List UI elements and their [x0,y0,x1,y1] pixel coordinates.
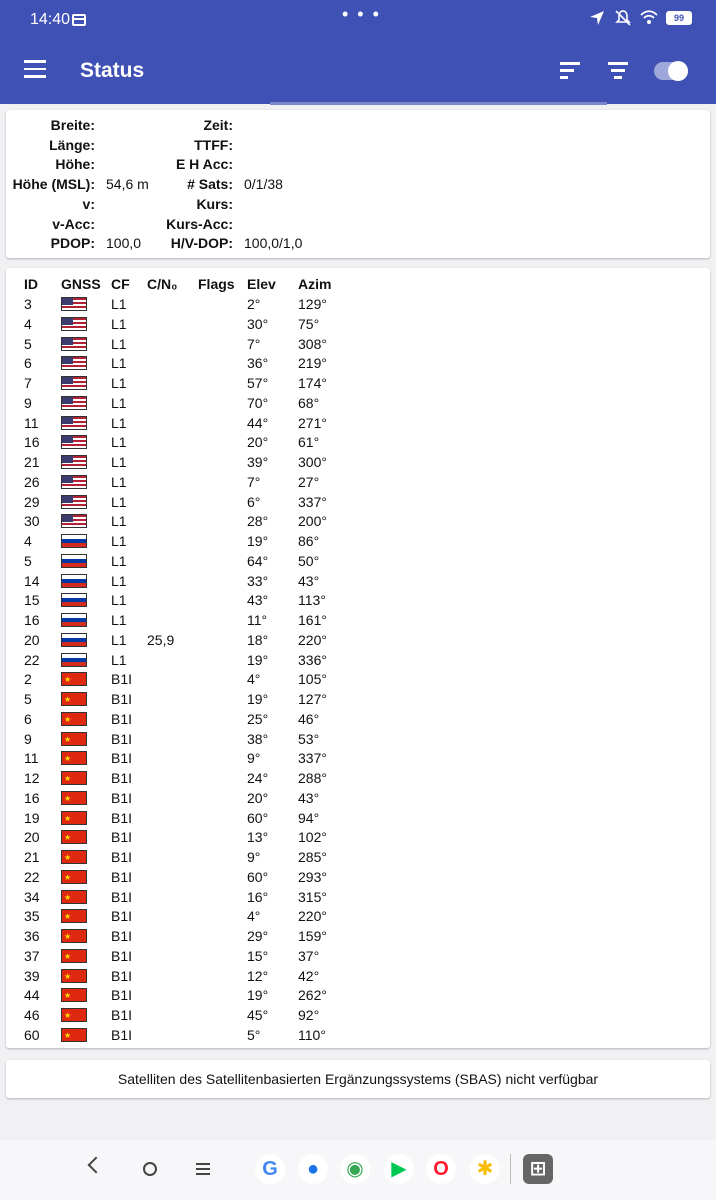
photos-app-icon[interactable]: ✱ [470,1154,500,1184]
position-label: Zeit: [203,117,233,133]
position-row-right [126,154,244,174]
cell-elev: 7° [247,335,261,352]
cell-id: 12 [24,770,40,786]
table-row[interactable] [6,966,710,986]
table-row[interactable] [6,314,710,334]
china-flag-icon [61,909,87,923]
cell-azim: 200° [298,513,327,530]
russia-flag-icon [61,653,87,667]
position-label: PDOP: [50,235,95,252]
cell-azim: 129° [298,296,327,312]
position-row-left [6,214,106,234]
usa-flag-icon [61,514,87,528]
table-row[interactable] [6,1005,710,1025]
position-label: Höhe: [55,156,95,173]
notifications-off-icon [614,9,632,27]
table-row[interactable] [6,808,710,828]
cell-cf: B1I [111,809,133,826]
table-row[interactable] [6,413,710,433]
table-row[interactable] [6,492,710,512]
dock-divider [510,1154,511,1184]
cell-cf: L1 [111,355,127,372]
table-row[interactable] [6,610,710,630]
china-flag-icon [61,692,87,706]
location-arrow-icon [588,9,606,27]
usa-flag-icon [61,495,87,509]
cell-cf: B1I [111,770,133,786]
position-row-left [6,233,141,253]
usa-flag-icon [61,435,87,449]
cell-elev: 24° [247,770,269,786]
cell-cn0: 25,9 [147,631,175,648]
cell-id: 9 [24,394,32,411]
cell-elev: 39° [247,454,269,470]
cell-elev: 20° [247,789,269,806]
table-row[interactable] [6,906,710,926]
toggle-switch[interactable] [654,62,688,80]
china-flag-icon [61,771,87,785]
cell-id: 6 [24,710,32,727]
cell-azim: 337° [298,493,327,510]
table-row[interactable] [6,472,710,492]
header-elev: Elev [247,276,276,292]
filter-icon[interactable] [608,62,630,82]
cell-azim: 27° [298,473,320,490]
cell-id: 5 [24,552,32,569]
cell-azim: 43° [298,572,320,589]
position-card [6,110,710,258]
cell-id: 2 [24,671,32,688]
cell-id: 60 [24,1026,40,1043]
table-row[interactable] [6,788,710,808]
cell-elev: 57° [247,375,269,391]
cell-azim: 161° [298,612,327,628]
cell-azim: 37° [298,947,320,964]
cell-cf: L1 [111,414,127,431]
table-row[interactable] [6,373,710,393]
table-row[interactable] [6,432,710,452]
cell-azim: 271° [298,414,327,431]
cell-azim: 300° [298,454,327,470]
table-row[interactable] [6,590,710,610]
cell-elev: 28° [247,513,269,530]
page-title: Status [80,59,145,82]
cell-elev: 25° [247,710,269,727]
table-row[interactable] [6,887,710,907]
russia-flag-icon [61,574,87,588]
cell-cf: B1I [111,789,133,806]
position-value: 54,6 m [106,176,149,193]
chrome-app-icon[interactable]: ◉ [340,1154,370,1184]
china-flag-icon [61,811,87,825]
table-row[interactable] [6,511,710,531]
header-id: ID [24,276,38,292]
cell-id: 16 [24,612,40,628]
cell-elev: 4° [247,671,261,688]
russia-flag-icon [61,613,87,627]
table-row[interactable] [6,531,710,551]
cell-elev: 45° [247,1007,269,1023]
cell-elev: 15° [247,947,269,964]
table-row[interactable] [6,946,710,966]
cell-elev: 38° [247,730,269,747]
table-row[interactable] [6,630,710,650]
table-row[interactable] [6,709,710,729]
cell-azim: 50° [298,552,320,569]
china-flag-icon [61,929,87,943]
position-row-right [126,174,283,194]
cell-elev: 11° [247,612,268,628]
home-icon[interactable] [143,1162,157,1176]
cell-id: 20 [24,631,40,648]
cell-cf: B1I [111,671,133,688]
cell-cf: L1 [111,394,127,411]
cell-id: 19 [24,809,40,826]
position-row-left [6,154,106,174]
cell-elev: 2° [247,296,261,312]
position-value: 100,0 [106,235,142,252]
position-label: Kurs-Acc: [166,215,233,232]
cell-elev: 43° [247,592,269,609]
cell-id: 22 [24,868,40,885]
wifi-icon [640,9,658,27]
cell-id: 26 [24,473,40,490]
navigation-bar [0,1140,716,1200]
cell-cf: L1 [111,473,127,490]
play-store-app-icon[interactable]: ▶ [384,1154,414,1184]
cell-cf: L1 [111,434,127,451]
russia-flag-icon [61,593,87,607]
china-flag-icon [61,1008,87,1022]
table-row[interactable] [6,353,710,373]
position-label: Kurs: [196,195,233,212]
cell-id: 21 [24,849,40,865]
table-row[interactable] [6,650,710,670]
china-flag-icon [61,850,87,864]
cell-cf: L1 [111,572,127,589]
cell-azim: 288° [298,770,327,786]
satellite-table [6,268,710,1048]
cell-elev: 44° [247,414,269,431]
cell-azim: 174° [298,375,327,391]
table-row[interactable] [6,452,710,472]
cell-id: 5 [24,335,32,352]
table-row[interactable] [6,1025,710,1045]
table-row[interactable] [6,867,710,887]
cell-azim: 337° [298,750,327,767]
app-drawer-icon[interactable]: ⊞ [523,1154,553,1184]
cell-id: 21 [24,454,40,470]
cell-cf: B1I [111,750,133,767]
cell-azim: 105° [298,671,327,688]
header-cf: CF [111,276,130,292]
china-flag-icon [61,712,87,726]
table-row[interactable] [6,985,710,1005]
cell-id: 46 [24,1007,40,1023]
position-row-left [6,135,106,155]
messages-app-icon[interactable]: ● [298,1154,328,1184]
cell-id: 39 [24,967,40,984]
cell-cf: L1 [111,315,127,332]
cell-elev: 18° [247,631,269,648]
cell-azim: 293° [298,868,327,885]
cell-elev: 30° [247,315,269,332]
table-row[interactable] [6,294,710,314]
china-flag-icon [61,870,87,884]
cell-cf: L1 [111,296,127,312]
header-azim: Azim [298,276,332,292]
cell-azim: 61° [298,434,320,451]
sbas-message: Satelliten des Satellitenbasierten Ergänzungssystems (SBAS) nicht verfügbar [117,1071,599,1087]
cell-elev: 60° [247,868,269,885]
cell-cf: L1 [111,631,127,648]
cell-id: 6 [24,355,32,372]
header-flags: Flags [198,276,235,292]
position-row-right [126,194,244,214]
cell-id: 35 [24,908,40,925]
cell-elev: 9° [247,849,261,865]
table-row[interactable] [6,334,710,354]
position-label: TTFF: [194,136,233,153]
cell-elev: 19° [247,691,269,707]
recents-icon[interactable] [196,1163,210,1178]
position-label: H/V-DOP: [170,235,233,252]
cell-cf: B1I [111,967,133,984]
cell-azim: 110° [298,1026,326,1043]
cell-azim: 113° [298,592,326,609]
usa-flag-icon [61,455,87,469]
cell-id: 7 [24,375,32,391]
tab-indicator [270,102,607,105]
opera-app-icon[interactable]: O [426,1154,456,1184]
table-row[interactable] [6,551,710,571]
position-row-right [126,135,244,155]
china-flag-icon [61,732,87,746]
china-flag-icon [61,672,87,686]
cell-cf: B1I [111,888,133,905]
cell-azim: 127° [298,691,327,707]
sbas-card [6,1060,710,1098]
cell-id: 11 [24,750,39,767]
table-row[interactable] [6,571,710,591]
cell-id: 4 [24,533,32,549]
cell-id: 9 [24,730,32,747]
cell-azim: 220° [298,631,327,648]
position-label: v-Acc: [52,215,95,232]
cell-elev: 70° [247,394,269,411]
header-gnss: GNSS [61,276,101,292]
china-flag-icon [61,988,87,1002]
cell-azim: 42° [298,967,320,984]
cell-azim: 159° [298,928,327,944]
cell-cf: B1I [111,987,133,1004]
table-row[interactable] [6,926,710,946]
position-row-right [126,115,244,135]
cell-cf: B1I [111,829,133,846]
cell-cf: L1 [111,335,127,352]
cell-elev: 33° [247,572,269,589]
cell-cf: B1I [111,730,133,747]
position-value: 100,0/1,0 [244,235,303,252]
cell-elev: 12° [247,967,269,984]
system-status-bar [0,0,716,38]
china-flag-icon [61,751,87,765]
cell-elev: 19° [247,651,269,668]
usa-flag-icon [61,396,87,410]
position-row-right [126,233,302,253]
header-cn0: C/N₀ [147,276,178,292]
cell-id: 4 [24,315,32,332]
cell-azim: 94° [298,809,320,826]
cell-cf: L1 [111,454,127,470]
cell-elev: 36° [247,355,269,372]
cell-elev: 19° [247,533,269,549]
cell-elev: 4° [247,908,261,925]
usa-flag-icon [61,475,87,489]
cell-cf: L1 [111,552,127,569]
table-row[interactable] [6,393,710,413]
cell-azim: 336° [298,651,327,668]
china-flag-icon [61,1028,87,1042]
table-row[interactable] [6,729,710,749]
cell-id: 30 [24,513,40,530]
cell-azim: 285° [298,849,327,865]
table-row[interactable] [6,847,710,867]
usa-flag-icon [61,416,87,430]
cell-cf: B1I [111,908,133,925]
cell-azim: 68° [298,394,320,411]
cell-id: 3 [24,296,32,312]
center-dots: • • • [342,4,381,24]
cell-cf: B1I [111,710,133,727]
position-row-left [6,115,106,135]
google-app-icon[interactable]: G [255,1154,285,1184]
russia-flag-icon [61,633,87,647]
cell-azim: 43° [298,789,320,806]
sort-icon[interactable] [560,62,582,82]
cell-azim: 220° [298,908,327,925]
cell-cf: B1I [111,1026,133,1043]
cell-cf: L1 [111,612,127,628]
cell-azim: 86° [298,533,320,549]
cell-elev: 29° [247,928,269,944]
calendar-notification-icon [72,14,86,26]
usa-flag-icon [61,297,87,311]
cell-cf: L1 [111,493,127,510]
cell-elev: 9° [247,750,261,767]
cell-cf: B1I [111,947,133,964]
cell-elev: 64° [247,552,269,569]
table-row[interactable] [6,827,710,847]
cell-cf: B1I [111,928,133,944]
table-row[interactable] [6,689,710,709]
position-label: E H Acc: [175,156,233,173]
cell-elev: 13° [247,829,269,846]
cell-azim: 46° [298,710,320,727]
cell-azim: 92° [298,1007,320,1023]
cell-elev: 20° [247,434,269,451]
cell-elev: 6° [247,493,261,510]
position-label: Breite: [50,117,95,133]
position-label: Höhe (MSL): [12,176,95,193]
position-row-right [126,214,244,234]
cell-cf: B1I [111,691,133,707]
cell-cf: B1I [111,849,133,865]
cell-elev: 19° [247,987,269,1004]
china-flag-icon [61,830,87,844]
cell-id: 15 [24,592,40,609]
china-flag-icon [61,890,87,904]
clock: 14:40 [30,11,71,28]
cell-azim: 219° [298,355,327,372]
cell-cf: L1 [111,651,127,668]
cell-azim: 75° [298,315,320,332]
cell-elev: 60° [247,809,269,826]
battery-icon: 99 [666,11,692,25]
position-label: v: [82,195,95,212]
cell-elev: 16° [247,888,269,905]
cell-cf: L1 [111,533,127,549]
china-flag-icon [61,949,87,963]
cell-cf: L1 [111,592,127,609]
cell-cf: L1 [111,513,127,530]
usa-flag-icon [61,317,87,331]
cell-elev: 5° [247,1026,261,1043]
cell-cf: B1I [111,1007,133,1023]
cell-azim: 308° [298,335,327,352]
cell-id: 44 [24,987,40,1004]
position-label: # Sats: [187,176,233,193]
russia-flag-icon [61,534,87,548]
cell-cf: B1I [111,868,133,885]
cell-id: 29 [24,493,40,510]
cell-id: 5 [24,691,32,707]
cell-id: 16 [24,434,40,451]
china-flag-icon [61,969,87,983]
back-icon[interactable] [88,1157,105,1174]
app-bar [0,38,716,104]
cell-id: 14 [24,572,40,589]
usa-flag-icon [61,356,87,370]
cell-elev: 7° [247,473,261,490]
cell-id: 11 [24,414,39,431]
table-row[interactable] [6,768,710,788]
cell-id: 22 [24,651,40,668]
cell-azim: 262° [298,987,327,1004]
table-row[interactable] [6,748,710,768]
cell-id: 37 [24,947,40,964]
russia-flag-icon [61,554,87,568]
cell-azim: 102° [298,829,327,846]
table-row[interactable] [6,669,710,689]
china-flag-icon [61,791,87,805]
usa-flag-icon [61,376,87,390]
cell-id: 16 [24,789,40,806]
position-label: Länge: [49,136,95,153]
position-row-left [6,194,106,214]
usa-flag-icon [61,337,87,351]
cell-azim: 315° [298,888,327,905]
cell-cf: L1 [111,375,127,391]
position-value: 0/1/38 [244,176,283,193]
cell-id: 20 [24,829,40,846]
menu-icon[interactable] [24,60,46,82]
cell-id: 36 [24,928,40,944]
cell-azim: 53° [298,730,320,747]
cell-id: 34 [24,888,40,905]
